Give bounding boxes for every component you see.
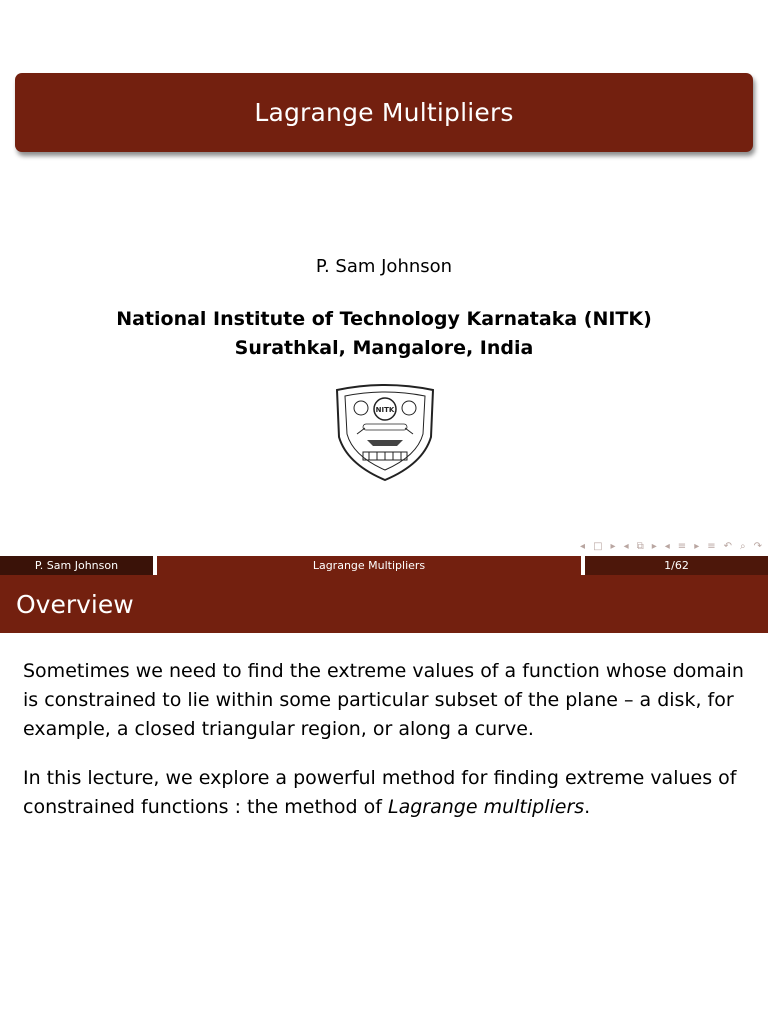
slide-body xyxy=(23,657,753,842)
paragraph-1: Sometimes we need to find the extreme values of a function whose domain is constrained to lie within some particular subset of the plane – a disk, for example, a closed triangular region, or along a curve. xyxy=(23,660,744,740)
footer-page-number: 1/62 xyxy=(585,556,768,575)
nitk-logo xyxy=(333,382,437,482)
undo-icon[interactable]: ↶ xyxy=(723,540,732,552)
prev-section-icon[interactable]: ◂ xyxy=(623,540,629,552)
next-subsection-icon[interactable]: ▸ xyxy=(694,540,700,552)
institute-name: National Institute of Technology Karnataka (NITK) xyxy=(116,308,652,330)
prev-subsection-icon[interactable]: ◂ xyxy=(664,540,670,552)
overview-slide xyxy=(0,575,768,1024)
emphasis-term: Lagrange multipliers xyxy=(388,796,585,818)
paragraph-2 xyxy=(23,764,753,822)
next-slide-icon[interactable]: ▸ xyxy=(610,540,616,552)
title-banner xyxy=(15,73,753,152)
prev-slide-icon[interactable]: ◂ xyxy=(580,540,586,552)
search-icon[interactable]: ⌕ xyxy=(740,540,746,552)
footer-title: Lagrange Multipliers xyxy=(157,556,581,575)
align-icon[interactable]: ≡ xyxy=(707,540,716,552)
frame-icon[interactable]: □ xyxy=(593,540,603,552)
institute-location: Surathkal, Mangalore, India xyxy=(234,337,534,359)
footer-author: P. Sam Johnson xyxy=(0,556,153,575)
subsection-icon[interactable]: ≡ xyxy=(677,540,687,552)
institute-block xyxy=(0,305,768,363)
paragraph-2-end: . xyxy=(584,796,591,818)
section-icon[interactable]: ⧉ xyxy=(636,540,644,552)
beamer-navigation xyxy=(580,539,762,553)
paragraph-2-text: In this lecture, we explore a powerful method for finding extreme values of constrained functions : the method of xyxy=(23,767,737,818)
slide-footer xyxy=(0,556,768,575)
presentation-title: Lagrange Multipliers xyxy=(254,98,514,127)
next-section-icon[interactable]: ▸ xyxy=(651,540,657,552)
frame-title: Overview xyxy=(0,575,768,633)
logo-monogram: NITK xyxy=(375,406,395,414)
author-name: P. Sam Johnson xyxy=(315,256,453,277)
redo-icon[interactable]: ↷ xyxy=(753,540,762,552)
